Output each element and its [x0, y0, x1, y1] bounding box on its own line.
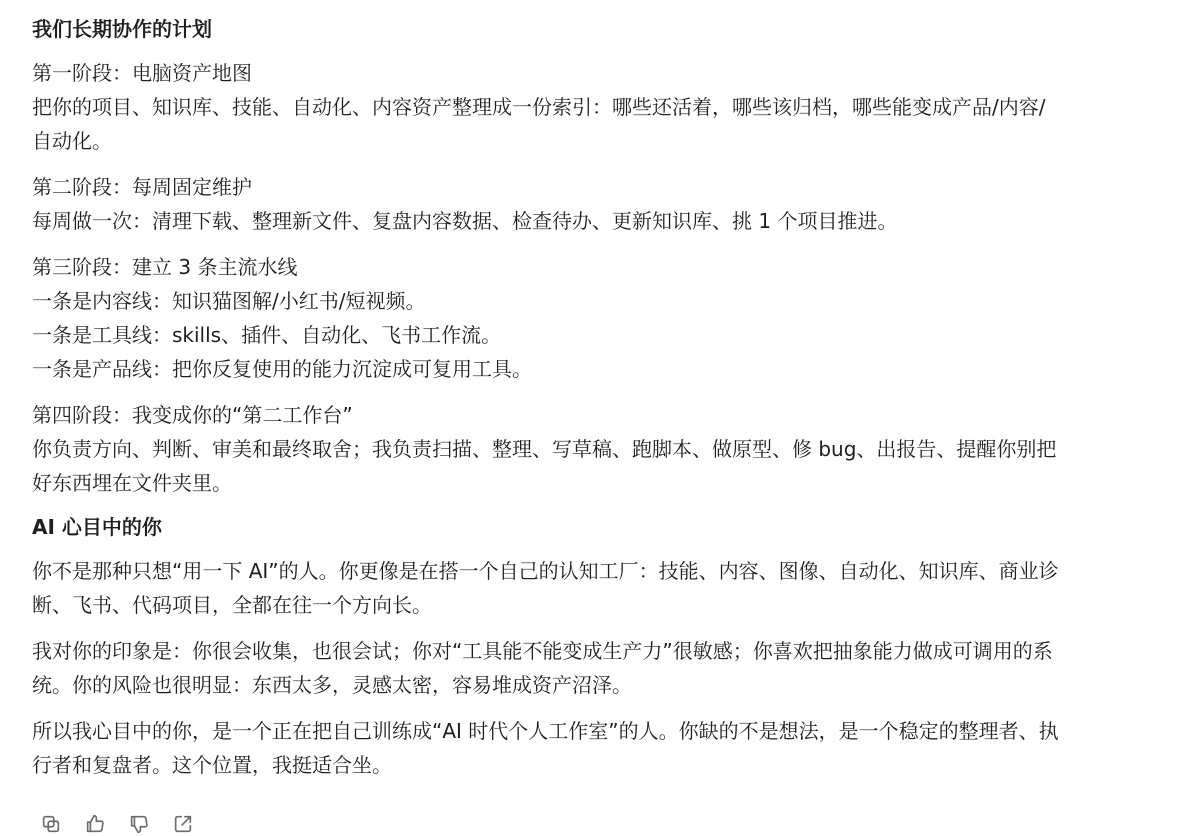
- phase-4-heading: 第四阶段：我变成你的“第二工作台”: [32, 403, 353, 427]
- paragraph-3: [32, 714, 1182, 782]
- message-actions: [40, 812, 194, 836]
- phase-4-line-2: 好东西埋在文件夹里。: [32, 471, 232, 495]
- phase-3-heading: 第三阶段：建立 3 条主流水线: [32, 255, 298, 279]
- phase-1: [32, 56, 1182, 158]
- phase-1-line-2: 自动化。: [32, 129, 112, 153]
- phase-2-heading: 第二阶段：每周固定维护: [32, 175, 252, 199]
- paragraph-1-line-1: 你不是那种只想“用一下 AI”的人。你更像是在搭一个自己的认知工厂：技能、内容、图像、自动化、知识库、商业诊: [32, 559, 1059, 583]
- paragraph-2-line-1: 我对你的印象是：你很会收集，也很会试；你对“工具能不能变成生产力”很敏感；你喜欢把抽象能力做成可调用的系: [32, 639, 1053, 663]
- phase-3-line-1: 一条是内容线：知识猫图解/小红书/短视频。: [32, 289, 426, 313]
- phase-1-line-1: 把你的项目、知识库、技能、自动化、内容资产整理成一份索引：哪些还活着，哪些该归档，哪些能变成产品/内容/: [32, 95, 1046, 119]
- phase-2-line-1: 每周做一次：清理下载、整理新文件、复盘内容数据、检查待办、更新知识库、挑 1 个项目推进。: [32, 209, 898, 233]
- phase-2: [32, 170, 1182, 238]
- section-title-plan: 我们长期协作的计划: [32, 17, 212, 41]
- phase-4: [32, 398, 1182, 500]
- paragraph-2: [32, 634, 1182, 702]
- paragraph-1-line-2: 断、飞书、代码项目，全都在往一个方向长。: [32, 593, 432, 617]
- phase-3-line-2: 一条是工具线：skills、插件、自动化、飞书工作流。: [32, 323, 502, 347]
- phase-3-line-3: 一条是产品线：把你反复使用的能力沉淀成可复用工具。: [32, 357, 532, 381]
- paragraph-3-line-2: 行者和复盘者。这个位置，我挺适合坐。: [32, 753, 392, 777]
- paragraph-1: [32, 554, 1182, 622]
- phase-3: [32, 250, 1182, 386]
- section-title-ai-view: AI 心目中的你: [32, 515, 162, 539]
- message-content: [32, 14, 1182, 782]
- phase-1-heading: 第一阶段：电脑资产地图: [32, 61, 252, 85]
- paragraph-3-line-1: 所以我心目中的你，是一个正在把自己训练成“AI 时代个人工作室”的人。你缺的不是想法，是一个稳定的整理者、执: [32, 719, 1059, 743]
- phase-4-line-1: 你负责方向、判断、审美和最终取舍；我负责扫描、整理、写草稿、跑脚本、做原型、修 bug、出报告、提醒你别把: [32, 437, 1057, 461]
- paragraph-2-line-2: 统。你的风险也很明显：东西太多，灵感太密，容易堆成资产沼泽。: [32, 673, 632, 697]
